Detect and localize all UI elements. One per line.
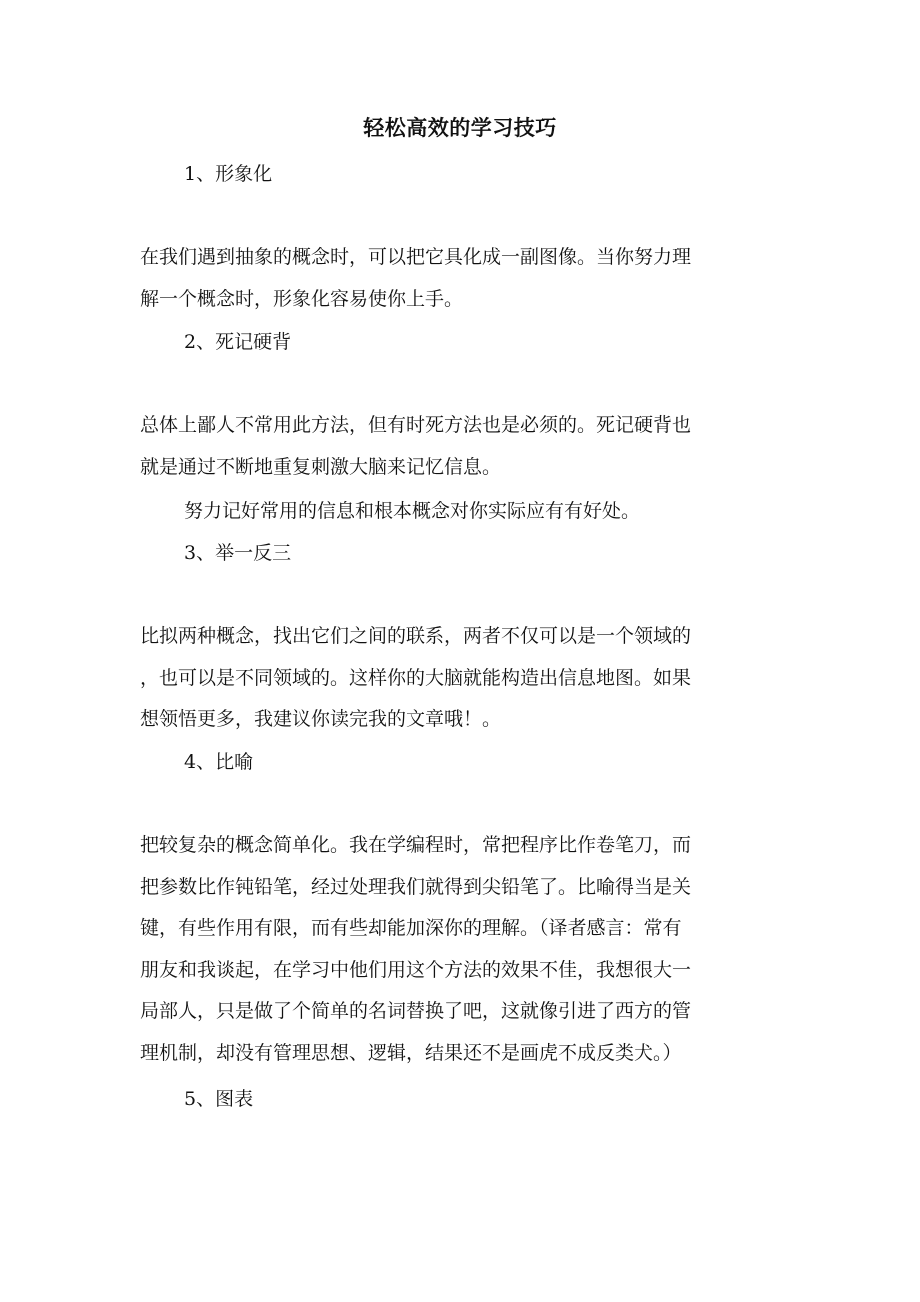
body-line: 解一个概念时，形象化容易使你上手。 bbox=[140, 287, 464, 310]
body-line: ，也可以是不同领域的。这样你的大脑就能构造出信息地图。如果 bbox=[140, 666, 692, 689]
section-heading-3: 3、举一反三 bbox=[184, 542, 292, 564]
body-line: 键，有些作用有限，而有些却能加深你的理解。（译者感言：常有 bbox=[140, 917, 682, 939]
body-line: 就是通过不断地重复刺激大脑来记忆信息。 bbox=[140, 455, 502, 478]
body-line: 比拟两种概念，找出它们之间的联系，两者不仅可以是一个领域的 bbox=[140, 625, 692, 647]
body-line: 在我们遇到抽象的概念时，可以把它具化成一副图像。当你努力理 bbox=[140, 246, 692, 268]
section-heading-2: 2、死记硬背 bbox=[184, 331, 292, 353]
body-line: 总体上鄙人不常用此方法，但有时死方法也是必须的。死记硬背也 bbox=[140, 414, 692, 436]
body-line: 想领悟更多，我建议你读完我的文章哦！。 bbox=[140, 708, 502, 730]
body-line: 把较复杂的概念简单化。我在学编程时，常把程序比作卷笔刀，而 bbox=[140, 834, 692, 856]
body-line: 把参数比作钝铅笔，经过处理我们就得到尖铅笔了。比喻得当是关 bbox=[140, 875, 692, 898]
section-body-2 bbox=[140, 405, 780, 488]
section-body-3 bbox=[140, 616, 780, 741]
section-heading-4: 4、比喻 bbox=[184, 751, 254, 773]
body-line: 朋友和我谈起，在学习中他们用这个方法的效果不佳，我想很大一 bbox=[140, 958, 692, 981]
body-line: 理机制，却没有管理思想、逻辑，结果还不是画虎不成反类犬。） bbox=[140, 1041, 682, 1064]
body-line: 局部人，只是做了个简单的名词替换了吧，这就像引进了西方的管 bbox=[140, 1000, 692, 1022]
section-heading-1: 1、形象化 bbox=[184, 163, 273, 185]
document-title: 轻松高效的学习技巧 bbox=[363, 115, 557, 140]
section-heading-5: 5、图表 bbox=[184, 1088, 254, 1110]
section-body-1 bbox=[140, 237, 780, 320]
section-extra-paragraph: 努力记好常用的信息和根本概念对你实际应有有好处。 bbox=[184, 500, 641, 522]
section-body-4 bbox=[140, 825, 780, 1074]
